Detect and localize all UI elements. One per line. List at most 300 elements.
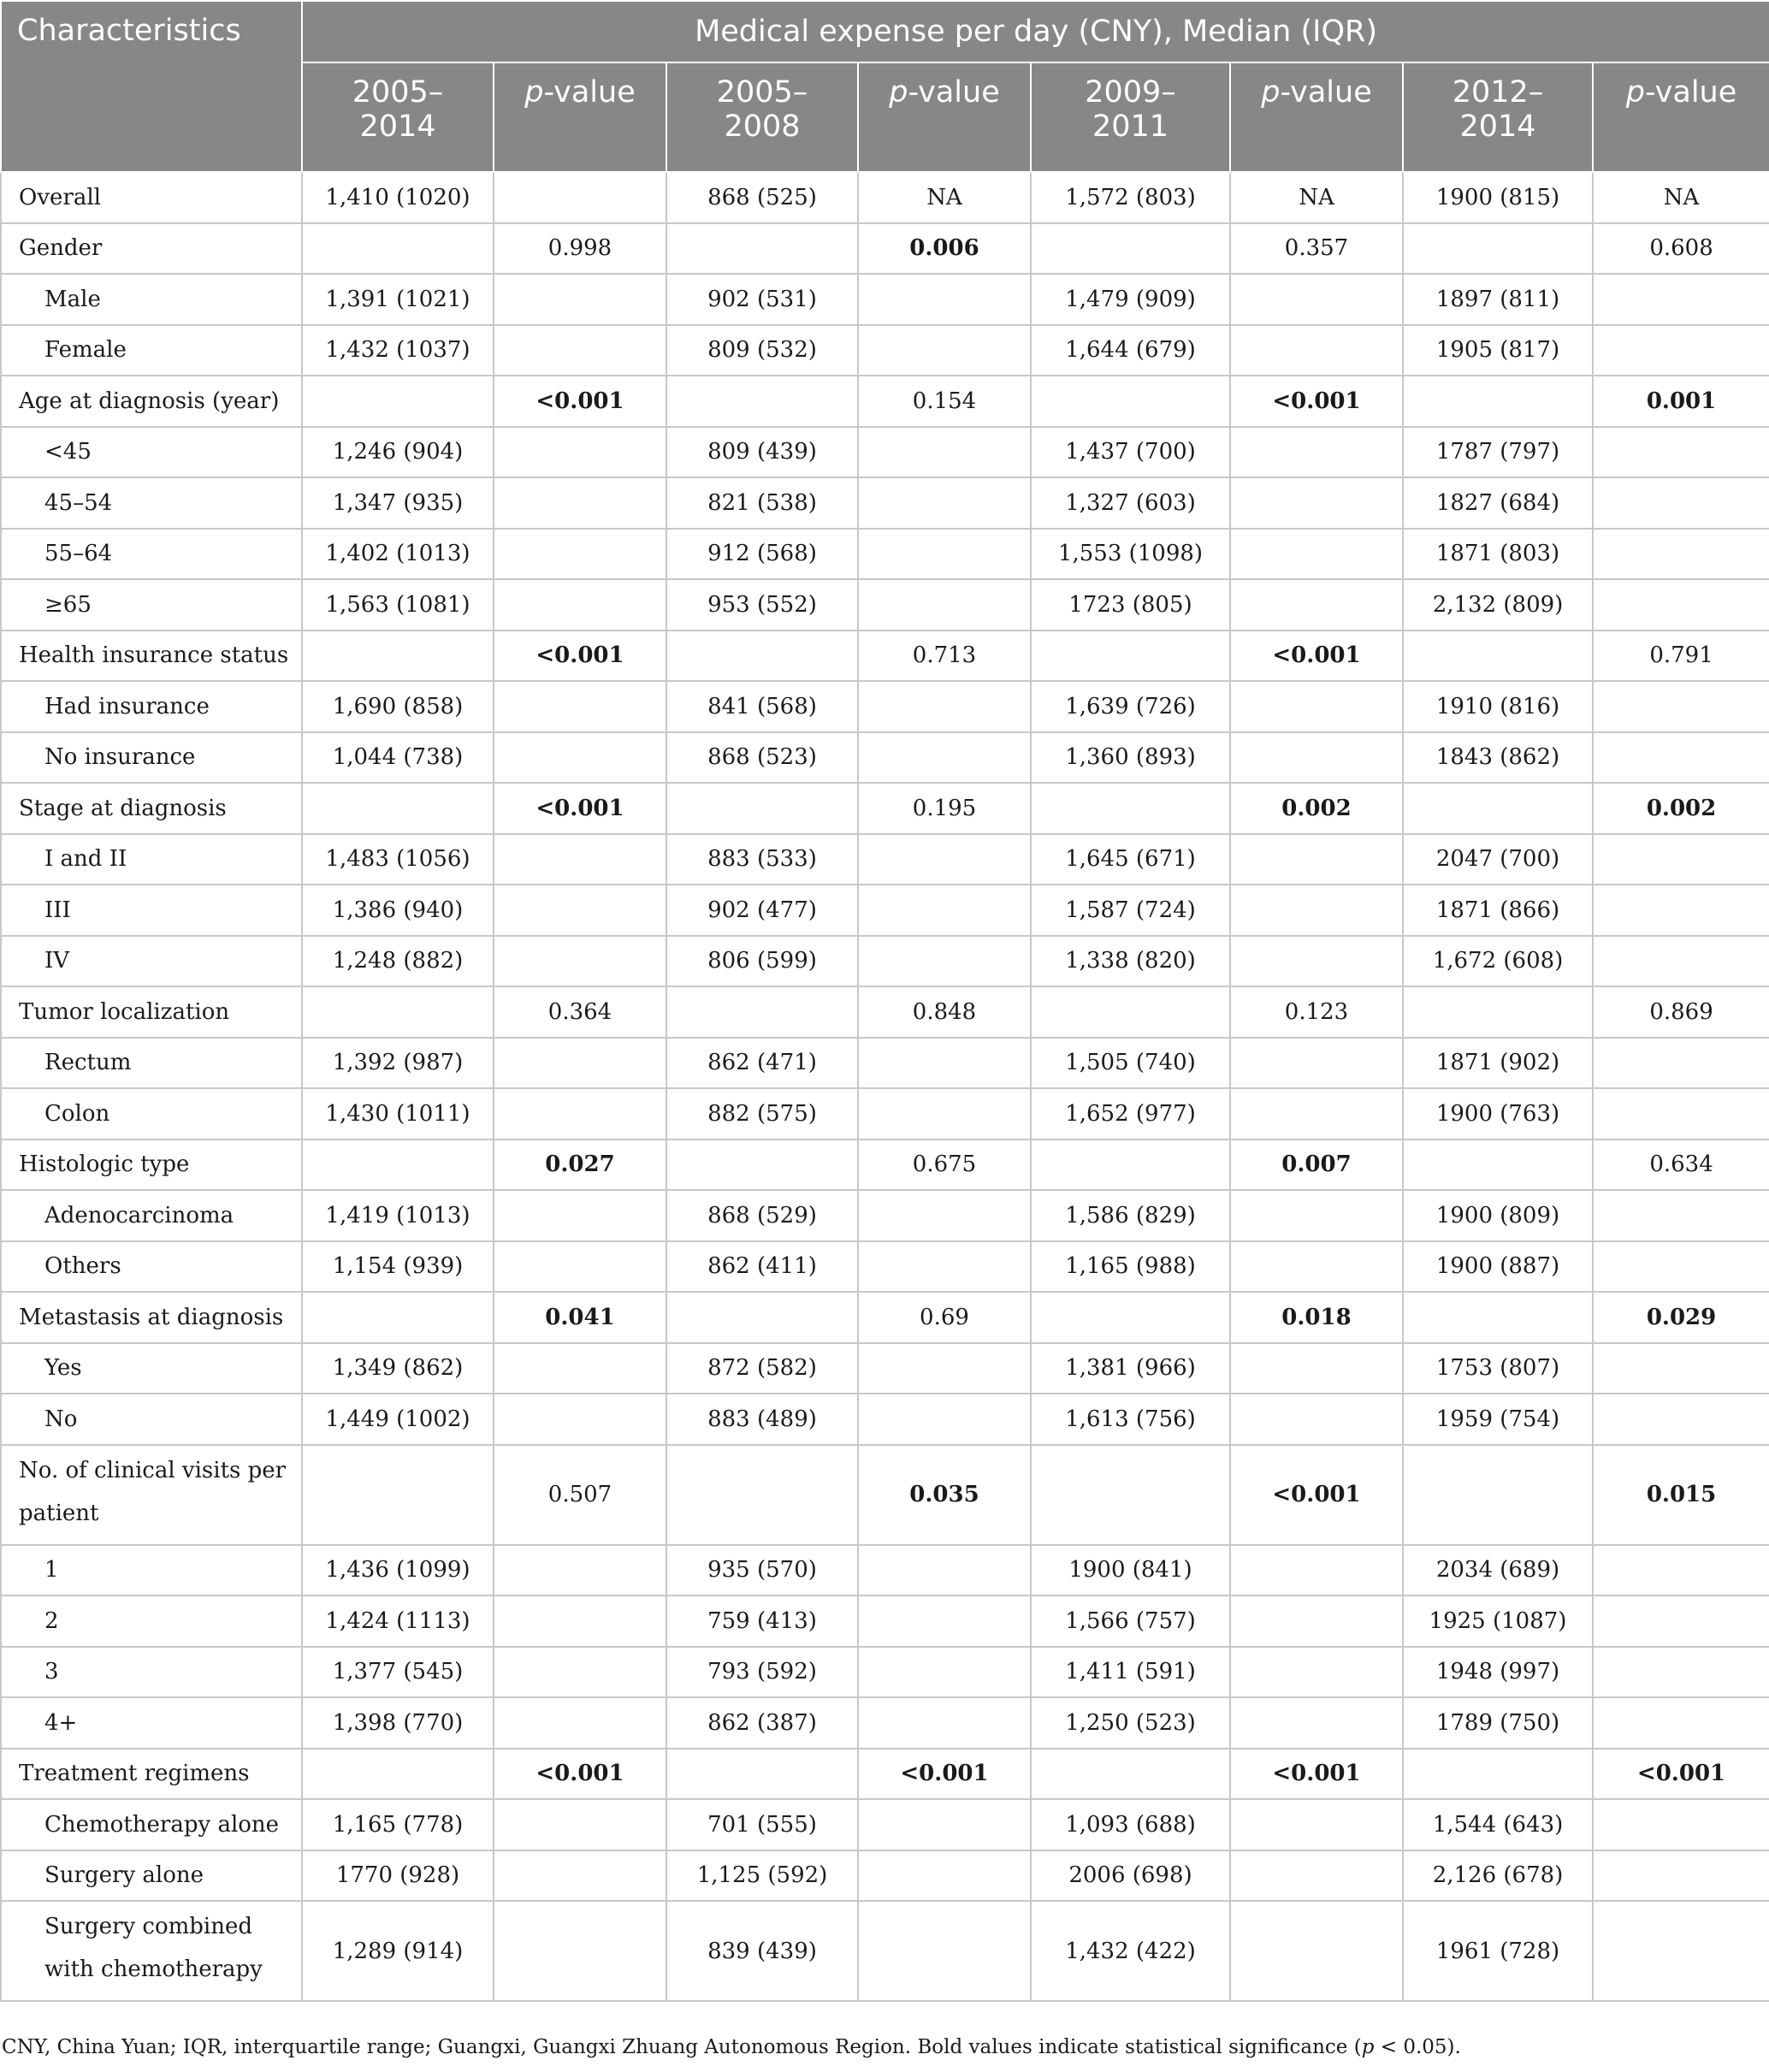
table-body bbox=[1, 172, 1769, 2001]
table-row bbox=[1, 936, 1769, 987]
row-label: Treatment regimens bbox=[1, 1749, 302, 1800]
median-iqr-cell: 1,436 (1099) bbox=[302, 1545, 494, 1596]
median-iqr-cell: 1959 (754) bbox=[1403, 1394, 1593, 1445]
p-value-cell: 0.154 bbox=[858, 376, 1031, 427]
p-value-cell bbox=[1593, 885, 1769, 936]
p-value-cell: 0.015 bbox=[1593, 1445, 1769, 1545]
table-row bbox=[1, 834, 1769, 885]
p-value-cell bbox=[494, 834, 666, 885]
median-iqr-cell bbox=[302, 223, 494, 275]
row-label: 55–64 bbox=[1, 529, 302, 580]
table-row bbox=[1, 1292, 1769, 1343]
table-row bbox=[1, 1850, 1769, 1902]
table-row bbox=[1, 427, 1769, 478]
median-iqr-cell: 1900 (815) bbox=[1403, 172, 1593, 223]
row-label: III bbox=[1, 885, 302, 936]
p-value-cell bbox=[494, 427, 666, 478]
row-label: 2 bbox=[1, 1595, 302, 1647]
p-value-cell bbox=[494, 172, 666, 223]
p-value-cell: 0.364 bbox=[494, 986, 666, 1038]
p-value-cell bbox=[1593, 1901, 1769, 2001]
table-row bbox=[1, 1545, 1769, 1596]
p-value-cell bbox=[858, 1241, 1031, 1293]
median-iqr-cell: 1,165 (778) bbox=[302, 1799, 494, 1850]
median-iqr-cell: 1,483 (1056) bbox=[302, 834, 494, 885]
median-iqr-cell: 1,125 (592) bbox=[666, 1850, 858, 1902]
p-value-cell bbox=[1230, 732, 1403, 784]
median-iqr-cell: 1,644 (679) bbox=[1031, 325, 1230, 376]
p-value-cell bbox=[858, 834, 1031, 885]
p-value-cell bbox=[858, 1394, 1031, 1445]
median-iqr-cell: 883 (489) bbox=[666, 1394, 858, 1445]
median-iqr-cell: 1,690 (858) bbox=[302, 681, 494, 732]
median-iqr-cell bbox=[1031, 986, 1230, 1038]
median-iqr-cell: 872 (582) bbox=[666, 1343, 858, 1394]
p-value-cell bbox=[1230, 1088, 1403, 1140]
median-iqr-cell bbox=[302, 1445, 494, 1545]
median-iqr-cell: 1,377 (545) bbox=[302, 1647, 494, 1698]
p-value-cell bbox=[494, 936, 666, 987]
p-value-cell bbox=[1593, 681, 1769, 732]
p-value-cell: <0.001 bbox=[1593, 1749, 1769, 1800]
median-iqr-cell: 1,411 (591) bbox=[1031, 1647, 1230, 1698]
row-label: 1 bbox=[1, 1545, 302, 1596]
median-iqr-cell bbox=[666, 1749, 858, 1800]
p-value-cell: <0.001 bbox=[1230, 1445, 1403, 1545]
p-value-cell bbox=[858, 1343, 1031, 1394]
p-value-cell: 0.006 bbox=[858, 223, 1031, 275]
p-value-cell: <0.001 bbox=[1230, 1749, 1403, 1800]
median-iqr-cell: 1,349 (862) bbox=[302, 1343, 494, 1394]
median-iqr-cell: 862 (411) bbox=[666, 1241, 858, 1293]
row-label: Rectum bbox=[1, 1038, 302, 1089]
median-iqr-cell: 1,587 (724) bbox=[1031, 885, 1230, 936]
table-row bbox=[1, 630, 1769, 682]
p-value-cell bbox=[1593, 732, 1769, 784]
p-value-cell bbox=[1593, 1190, 1769, 1241]
p-value-cell bbox=[858, 1799, 1031, 1850]
median-iqr-cell bbox=[666, 1292, 858, 1343]
p-value-cell bbox=[1230, 1190, 1403, 1241]
median-iqr-cell: 862 (387) bbox=[666, 1697, 858, 1749]
row-label: Health insurance status bbox=[1, 630, 302, 682]
p-value-cell bbox=[1593, 274, 1769, 325]
p-value-cell bbox=[1593, 1343, 1769, 1394]
p-value-cell bbox=[1230, 579, 1403, 630]
p-value-cell bbox=[494, 732, 666, 784]
table-row bbox=[1, 1799, 1769, 1850]
p-value-cell bbox=[494, 1647, 666, 1698]
row-label: Male bbox=[1, 274, 302, 325]
p-value-cell bbox=[494, 529, 666, 580]
p-value-cell bbox=[1593, 1850, 1769, 1902]
median-iqr-cell: 1723 (805) bbox=[1031, 579, 1230, 630]
median-iqr-cell: 1789 (750) bbox=[1403, 1697, 1593, 1749]
median-iqr-cell bbox=[1031, 630, 1230, 682]
median-iqr-cell: 912 (568) bbox=[666, 529, 858, 580]
table-row bbox=[1, 1394, 1769, 1445]
median-iqr-cell: 1900 (763) bbox=[1403, 1088, 1593, 1140]
col-header-pvalue-4: p-value bbox=[1593, 62, 1769, 172]
p-value-cell bbox=[494, 681, 666, 732]
median-iqr-cell bbox=[1031, 1140, 1230, 1191]
table-row bbox=[1, 1241, 1769, 1293]
p-value-cell bbox=[1593, 1697, 1769, 1749]
median-iqr-cell: 868 (529) bbox=[666, 1190, 858, 1241]
p-value-cell bbox=[494, 1190, 666, 1241]
median-iqr-cell bbox=[1031, 376, 1230, 427]
p-value-cell bbox=[1230, 1647, 1403, 1698]
median-iqr-cell: 2006 (698) bbox=[1031, 1850, 1230, 1902]
median-iqr-cell: 1,432 (1037) bbox=[302, 325, 494, 376]
row-label: Histologic type bbox=[1, 1140, 302, 1191]
p-value-cell bbox=[858, 885, 1031, 936]
median-iqr-cell bbox=[1403, 1445, 1593, 1545]
median-iqr-cell: 1900 (809) bbox=[1403, 1190, 1593, 1241]
median-iqr-cell bbox=[666, 630, 858, 682]
p-value-cell bbox=[494, 579, 666, 630]
median-iqr-cell: 1,410 (1020) bbox=[302, 172, 494, 223]
table-row bbox=[1, 1749, 1769, 1800]
p-value-cell bbox=[1230, 1850, 1403, 1902]
median-iqr-cell: 1948 (997) bbox=[1403, 1647, 1593, 1698]
p-value-cell bbox=[494, 1799, 666, 1850]
p-value-cell: NA bbox=[858, 172, 1031, 223]
p-value-cell bbox=[1593, 1038, 1769, 1089]
p-value-cell: 0.027 bbox=[494, 1140, 666, 1191]
median-iqr-cell bbox=[1403, 986, 1593, 1038]
median-iqr-cell: 1,360 (893) bbox=[1031, 732, 1230, 784]
p-value-cell bbox=[1230, 1595, 1403, 1647]
median-iqr-cell bbox=[302, 1749, 494, 1800]
row-label: No. of clinical visits per patient bbox=[1, 1445, 302, 1545]
median-iqr-cell: 883 (533) bbox=[666, 834, 858, 885]
median-iqr-cell: 821 (538) bbox=[666, 477, 858, 529]
p-value-cell bbox=[1230, 1394, 1403, 1445]
median-iqr-cell: 1,613 (756) bbox=[1031, 1394, 1230, 1445]
p-value-cell: <0.001 bbox=[494, 376, 666, 427]
median-iqr-cell: 1,544 (643) bbox=[1403, 1799, 1593, 1850]
median-iqr-cell: 1897 (811) bbox=[1403, 274, 1593, 325]
median-iqr-cell bbox=[302, 1292, 494, 1343]
p-value-cell bbox=[858, 1697, 1031, 1749]
p-value-cell bbox=[1230, 1901, 1403, 2001]
table-row bbox=[1, 529, 1769, 580]
p-value-cell bbox=[1230, 885, 1403, 936]
table-row bbox=[1, 1343, 1769, 1394]
p-value-cell: 0.507 bbox=[494, 1445, 666, 1545]
group-header: Medical expense per day (CNY), Median (IQR) bbox=[302, 1, 1769, 62]
median-iqr-cell bbox=[1403, 783, 1593, 834]
table-row bbox=[1, 172, 1769, 223]
p-value-cell bbox=[494, 1545, 666, 1596]
p-value-cell: NA bbox=[1230, 172, 1403, 223]
p-value-cell: <0.001 bbox=[1230, 376, 1403, 427]
median-iqr-cell: 1,430 (1011) bbox=[302, 1088, 494, 1140]
p-value-cell: 0.713 bbox=[858, 630, 1031, 682]
p-value-cell bbox=[858, 274, 1031, 325]
p-value-cell: <0.001 bbox=[494, 1749, 666, 1800]
row-label: 4+ bbox=[1, 1697, 302, 1749]
table-row bbox=[1, 1190, 1769, 1241]
median-iqr-cell bbox=[1403, 376, 1593, 427]
table-row bbox=[1, 1697, 1769, 1749]
row-label: <45 bbox=[1, 427, 302, 478]
col-header-2012-2014: 2012– 2014 bbox=[1403, 62, 1593, 172]
median-iqr-cell: 1,479 (909) bbox=[1031, 274, 1230, 325]
median-iqr-cell: 759 (413) bbox=[666, 1595, 858, 1647]
row-label: IV bbox=[1, 936, 302, 987]
median-iqr-cell: 1843 (862) bbox=[1403, 732, 1593, 784]
p-value-cell: 0.69 bbox=[858, 1292, 1031, 1343]
table-row bbox=[1, 1901, 1769, 2001]
row-label: I and II bbox=[1, 834, 302, 885]
median-iqr-cell: 2,126 (678) bbox=[1403, 1850, 1593, 1902]
p-value-cell bbox=[858, 1647, 1031, 1698]
median-iqr-cell: 862 (471) bbox=[666, 1038, 858, 1089]
median-iqr-cell: 935 (570) bbox=[666, 1545, 858, 1596]
median-iqr-cell: 1,424 (1113) bbox=[302, 1595, 494, 1647]
p-value-cell bbox=[1593, 1647, 1769, 1698]
median-iqr-cell: 1871 (866) bbox=[1403, 885, 1593, 936]
p-value-cell bbox=[1593, 834, 1769, 885]
median-iqr-cell: 1,505 (740) bbox=[1031, 1038, 1230, 1089]
p-value-cell bbox=[494, 1241, 666, 1293]
median-iqr-cell: 1,398 (770) bbox=[302, 1697, 494, 1749]
table-row bbox=[1, 376, 1769, 427]
row-label: Had insurance bbox=[1, 681, 302, 732]
median-iqr-cell: 1871 (803) bbox=[1403, 529, 1593, 580]
median-iqr-cell: 1,645 (671) bbox=[1031, 834, 1230, 885]
median-iqr-cell: 793 (592) bbox=[666, 1647, 858, 1698]
median-iqr-cell bbox=[1403, 223, 1593, 275]
p-value-cell bbox=[1230, 1697, 1403, 1749]
p-value-cell bbox=[1593, 1088, 1769, 1140]
p-value-cell bbox=[494, 274, 666, 325]
median-iqr-cell: 1910 (816) bbox=[1403, 681, 1593, 732]
median-iqr-cell bbox=[1031, 223, 1230, 275]
p-value-cell bbox=[1230, 325, 1403, 376]
median-iqr-cell: 701 (555) bbox=[666, 1799, 858, 1850]
median-iqr-cell bbox=[666, 986, 858, 1038]
p-value-cell bbox=[858, 1190, 1031, 1241]
table-row bbox=[1, 986, 1769, 1038]
p-value-cell: 0.634 bbox=[1593, 1140, 1769, 1191]
p-value-cell bbox=[1230, 1343, 1403, 1394]
median-iqr-cell: 1871 (902) bbox=[1403, 1038, 1593, 1089]
table-row bbox=[1, 1595, 1769, 1647]
p-value-cell bbox=[858, 732, 1031, 784]
median-iqr-cell: 1,386 (940) bbox=[302, 885, 494, 936]
table-header bbox=[1, 1, 1769, 172]
table-row bbox=[1, 579, 1769, 630]
p-value-cell bbox=[1230, 1038, 1403, 1089]
row-label: Female bbox=[1, 325, 302, 376]
row-label: Stage at diagnosis bbox=[1, 783, 302, 834]
median-iqr-cell: 1,347 (935) bbox=[302, 477, 494, 529]
p-value-cell: <0.001 bbox=[858, 1749, 1031, 1800]
median-iqr-cell: 1900 (841) bbox=[1031, 1545, 1230, 1596]
median-iqr-cell bbox=[302, 376, 494, 427]
p-value-cell bbox=[858, 936, 1031, 987]
median-iqr-cell bbox=[1031, 783, 1230, 834]
table-row bbox=[1, 1140, 1769, 1191]
median-iqr-cell bbox=[666, 223, 858, 275]
median-iqr-cell: 809 (439) bbox=[666, 427, 858, 478]
p-value-cell bbox=[1593, 1799, 1769, 1850]
p-value-cell: NA bbox=[1593, 172, 1769, 223]
p-value-cell: 0.001 bbox=[1593, 376, 1769, 427]
p-value-cell bbox=[494, 1343, 666, 1394]
p-value-cell: 0.869 bbox=[1593, 986, 1769, 1038]
p-value-cell bbox=[858, 427, 1031, 478]
p-value-cell bbox=[858, 477, 1031, 529]
median-iqr-cell: 1,432 (422) bbox=[1031, 1901, 1230, 2001]
median-iqr-cell: 1,402 (1013) bbox=[302, 529, 494, 580]
median-iqr-cell: 868 (525) bbox=[666, 172, 858, 223]
median-iqr-cell bbox=[666, 1445, 858, 1545]
median-iqr-cell: 1,639 (726) bbox=[1031, 681, 1230, 732]
median-iqr-cell: 868 (523) bbox=[666, 732, 858, 784]
p-value-cell bbox=[1230, 1241, 1403, 1293]
median-iqr-cell: 1,248 (882) bbox=[302, 936, 494, 987]
median-iqr-cell: 1770 (928) bbox=[302, 1850, 494, 1902]
median-iqr-cell: 1,553 (1098) bbox=[1031, 529, 1230, 580]
p-value-cell bbox=[494, 477, 666, 529]
median-iqr-cell: 1925 (1087) bbox=[1403, 1595, 1593, 1647]
median-iqr-cell: 882 (575) bbox=[666, 1088, 858, 1140]
median-iqr-cell bbox=[302, 630, 494, 682]
p-value-cell bbox=[1230, 834, 1403, 885]
p-value-cell bbox=[1230, 477, 1403, 529]
median-iqr-cell: 1,572 (803) bbox=[1031, 172, 1230, 223]
median-iqr-cell: 806 (599) bbox=[666, 936, 858, 987]
median-iqr-cell bbox=[302, 783, 494, 834]
p-value-cell: <0.001 bbox=[1230, 630, 1403, 682]
p-value-cell bbox=[494, 1394, 666, 1445]
p-value-cell: 0.848 bbox=[858, 986, 1031, 1038]
col-header-2005-2008: 2005– 2008 bbox=[666, 62, 858, 172]
median-iqr-cell bbox=[1031, 1445, 1230, 1545]
median-iqr-cell: 1,381 (966) bbox=[1031, 1343, 1230, 1394]
p-value-cell: 0.002 bbox=[1593, 783, 1769, 834]
p-value-cell bbox=[858, 1038, 1031, 1089]
p-value-cell bbox=[858, 1545, 1031, 1596]
row-label: Tumor localization bbox=[1, 986, 302, 1038]
table-row bbox=[1, 1038, 1769, 1089]
median-iqr-cell: 1,566 (757) bbox=[1031, 1595, 1230, 1647]
row-label: ≥65 bbox=[1, 579, 302, 630]
median-iqr-cell bbox=[666, 376, 858, 427]
median-iqr-cell: 1,392 (987) bbox=[302, 1038, 494, 1089]
median-iqr-cell: 1,250 (523) bbox=[1031, 1697, 1230, 1749]
median-iqr-cell bbox=[1403, 1140, 1593, 1191]
p-value-cell: 0.195 bbox=[858, 783, 1031, 834]
p-value-cell: 0.675 bbox=[858, 1140, 1031, 1191]
table-footnote: CNY, China Yuan; IQR, interquartile range; Guangxi, Guangxi Zhuang Autonomous Region. Bold values indicate statistical significance (p < 0.05). bbox=[2, 2036, 1461, 2058]
p-value-cell bbox=[494, 1595, 666, 1647]
p-value-cell bbox=[494, 1038, 666, 1089]
median-iqr-cell: 1,327 (603) bbox=[1031, 477, 1230, 529]
median-iqr-cell: 1,289 (914) bbox=[302, 1901, 494, 2001]
median-iqr-cell: 2047 (700) bbox=[1403, 834, 1593, 885]
p-value-cell: 0.029 bbox=[1593, 1292, 1769, 1343]
row-label: Gender bbox=[1, 223, 302, 275]
median-iqr-cell: 1,093 (688) bbox=[1031, 1799, 1230, 1850]
p-value-cell: 0.007 bbox=[1230, 1140, 1403, 1191]
p-value-cell: 0.123 bbox=[1230, 986, 1403, 1038]
median-iqr-cell: 1,338 (820) bbox=[1031, 936, 1230, 987]
p-value-cell bbox=[1593, 579, 1769, 630]
table-row bbox=[1, 783, 1769, 834]
median-iqr-cell: 1,419 (1013) bbox=[302, 1190, 494, 1241]
row-label: Chemotherapy alone bbox=[1, 1799, 302, 1850]
row-label: Surgery alone bbox=[1, 1850, 302, 1902]
table-row bbox=[1, 223, 1769, 275]
p-value-cell: 0.608 bbox=[1593, 223, 1769, 275]
table-row bbox=[1, 1088, 1769, 1140]
p-value-cell bbox=[858, 1088, 1031, 1140]
median-iqr-cell: 902 (531) bbox=[666, 274, 858, 325]
median-iqr-cell: 1,391 (1021) bbox=[302, 274, 494, 325]
median-iqr-cell: 1,563 (1081) bbox=[302, 579, 494, 630]
p-value-cell bbox=[494, 1088, 666, 1140]
row-label: 45–54 bbox=[1, 477, 302, 529]
median-iqr-cell: 1,246 (904) bbox=[302, 427, 494, 478]
p-value-cell: 0.002 bbox=[1230, 783, 1403, 834]
median-iqr-cell: 953 (552) bbox=[666, 579, 858, 630]
row-label: Overall bbox=[1, 172, 302, 223]
p-value-cell bbox=[858, 325, 1031, 376]
row-label: Age at diagnosis (year) bbox=[1, 376, 302, 427]
p-value-cell bbox=[1230, 529, 1403, 580]
p-value-cell bbox=[1593, 477, 1769, 529]
p-value-cell bbox=[1593, 1241, 1769, 1293]
median-iqr-cell: 1753 (807) bbox=[1403, 1343, 1593, 1394]
p-value-cell bbox=[1593, 529, 1769, 580]
median-iqr-cell: 2034 (689) bbox=[1403, 1545, 1593, 1596]
table-row bbox=[1, 1445, 1769, 1545]
median-iqr-cell: 1961 (728) bbox=[1403, 1901, 1593, 2001]
col-header-2005-2014: 2005– 2014 bbox=[302, 62, 494, 172]
col-header-2009-2011: 2009– 2011 bbox=[1031, 62, 1230, 172]
table-row bbox=[1, 732, 1769, 784]
median-iqr-cell: 1787 (797) bbox=[1403, 427, 1593, 478]
characteristics-header: Characteristics bbox=[1, 1, 302, 172]
p-value-cell: 0.791 bbox=[1593, 630, 1769, 682]
row-label: Adenocarcinoma bbox=[1, 1190, 302, 1241]
median-iqr-cell: 1,044 (738) bbox=[302, 732, 494, 784]
p-value-cell bbox=[858, 1595, 1031, 1647]
table-row bbox=[1, 274, 1769, 325]
median-iqr-cell: 1,165 (988) bbox=[1031, 1241, 1230, 1293]
p-value-cell bbox=[1230, 1799, 1403, 1850]
table-row bbox=[1, 325, 1769, 376]
median-iqr-cell bbox=[1403, 1292, 1593, 1343]
row-label: Yes bbox=[1, 1343, 302, 1394]
median-iqr-cell: 841 (568) bbox=[666, 681, 858, 732]
col-header-pvalue-1: p-value bbox=[494, 62, 666, 172]
p-value-cell bbox=[494, 1697, 666, 1749]
median-iqr-cell bbox=[302, 1140, 494, 1191]
p-value-cell bbox=[1593, 1394, 1769, 1445]
p-value-cell bbox=[1230, 936, 1403, 987]
p-value-cell bbox=[858, 529, 1031, 580]
p-value-cell: 0.018 bbox=[1230, 1292, 1403, 1343]
row-label: No bbox=[1, 1394, 302, 1445]
p-value-cell bbox=[494, 325, 666, 376]
col-header-pvalue-3: p-value bbox=[1230, 62, 1403, 172]
